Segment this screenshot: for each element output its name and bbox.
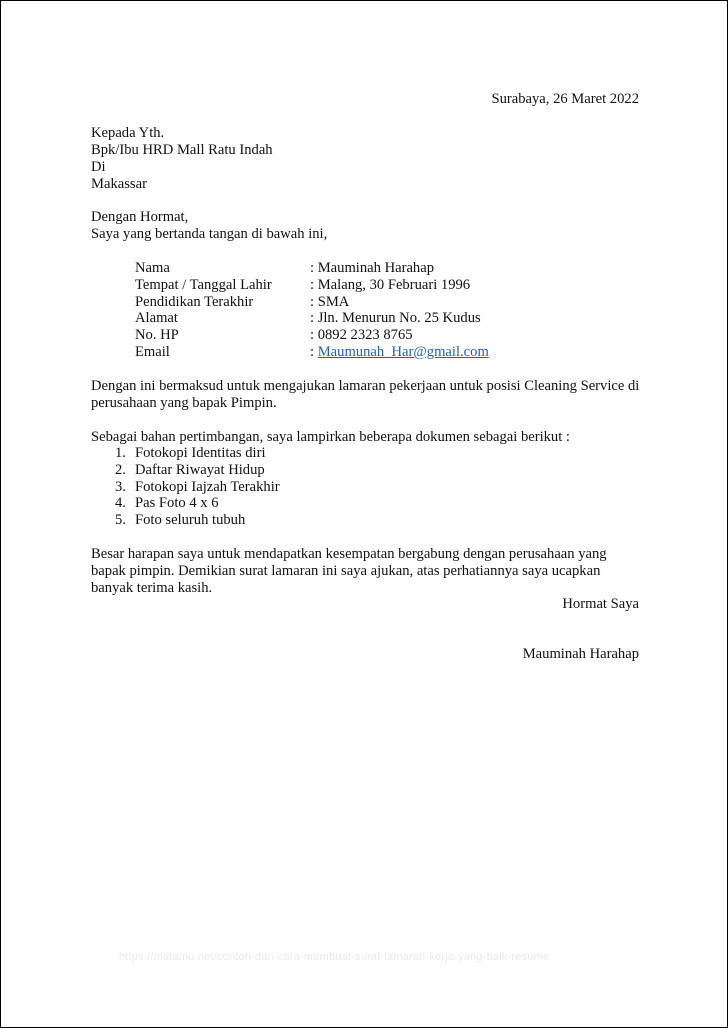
recipient-line-3: Di xyxy=(91,159,106,175)
detail-value-ttl: : Malang, 30 Februari 1996 xyxy=(310,277,471,293)
attachment-num-5: 5. xyxy=(115,512,126,528)
detail-value-email xyxy=(310,344,489,361)
recipient-line-4: Makassar xyxy=(91,176,147,192)
purpose-line-1: Dengan ini bermaksud untuk mengajukan lamaran pekerjaan untuk posisi Cleaning Service di xyxy=(91,378,640,394)
recipient-line-2: Bpk/Ibu HRD Mall Ratu Indah xyxy=(91,142,273,158)
attachment-text-5: Foto seluruh tubuh xyxy=(135,512,246,528)
attachment-num-2: 2. xyxy=(115,462,126,478)
watermark-url: https://matamu.net/contoh-dan-cara-membuat-surat-lamaran-kerja-yang-baik-resume xyxy=(119,951,550,963)
email-prefix: : xyxy=(310,344,318,360)
attachment-text-1: Fotokopi Identitas diri xyxy=(135,445,266,461)
closing-line-2: bapak pimpin. Demikian surat lamaran ini saya ajukan, atas perhatiannya saya ucapkan xyxy=(91,563,601,579)
place-date: Surabaya, 26 Maret 2022 xyxy=(491,91,639,107)
attachment-text-3: Fotokopi Iajzah Terakhir xyxy=(135,479,280,495)
detail-label-email: Email xyxy=(135,344,170,360)
detail-label-ttl: Tempat / Tanggal Lahir xyxy=(135,277,272,293)
detail-label-pendidikan: Pendidikan Terakhir xyxy=(135,294,254,310)
detail-value-nama: : Mauminah Harahap xyxy=(310,260,435,276)
signatory-name: Mauminah Harahap xyxy=(522,646,639,662)
intro-line: Saya yang bertanda tangan di bawah ini, xyxy=(91,226,328,242)
detail-value-alamat: : Jln. Menurun No. 25 Kudus xyxy=(310,310,481,326)
attachment-num-3: 3. xyxy=(115,479,126,495)
attachment-text-4: Pas Foto 4 x 6 xyxy=(135,495,219,511)
sign-off: Hormat Saya xyxy=(562,596,639,612)
closing-line-1: Besar harapan saya untuk mendapatkan kesempatan bergabung dengan perusahaan yang xyxy=(91,546,607,562)
attachment-num-1: 1. xyxy=(115,445,126,461)
detail-value-pendidikan: : SMA xyxy=(310,294,350,310)
recipient-line-1: Kepada Yth. xyxy=(91,125,165,141)
attachment-num-4: 4. xyxy=(115,495,126,511)
purpose-line-2: perusahaan yang bapak Pimpin. xyxy=(91,395,277,411)
email-link[interactable]: Maumunah_Har@gmail.com xyxy=(317,344,489,360)
detail-label-hp: No. HP xyxy=(135,327,179,343)
detail-value-hp: : 0892 2323 8765 xyxy=(310,327,413,343)
detail-label-alamat: Alamat xyxy=(135,310,178,326)
detail-label-nama: Nama xyxy=(135,260,170,276)
attachments-intro: Sebagai bahan pertimbangan, saya lampirkan beberapa dokumen sebagai berikut : xyxy=(91,429,570,445)
closing-line-3: banyak terima kasih. xyxy=(91,580,213,596)
greeting: Dengan Hormat, xyxy=(91,209,189,225)
attachment-text-2: Daftar Riwayat Hidup xyxy=(135,462,265,478)
